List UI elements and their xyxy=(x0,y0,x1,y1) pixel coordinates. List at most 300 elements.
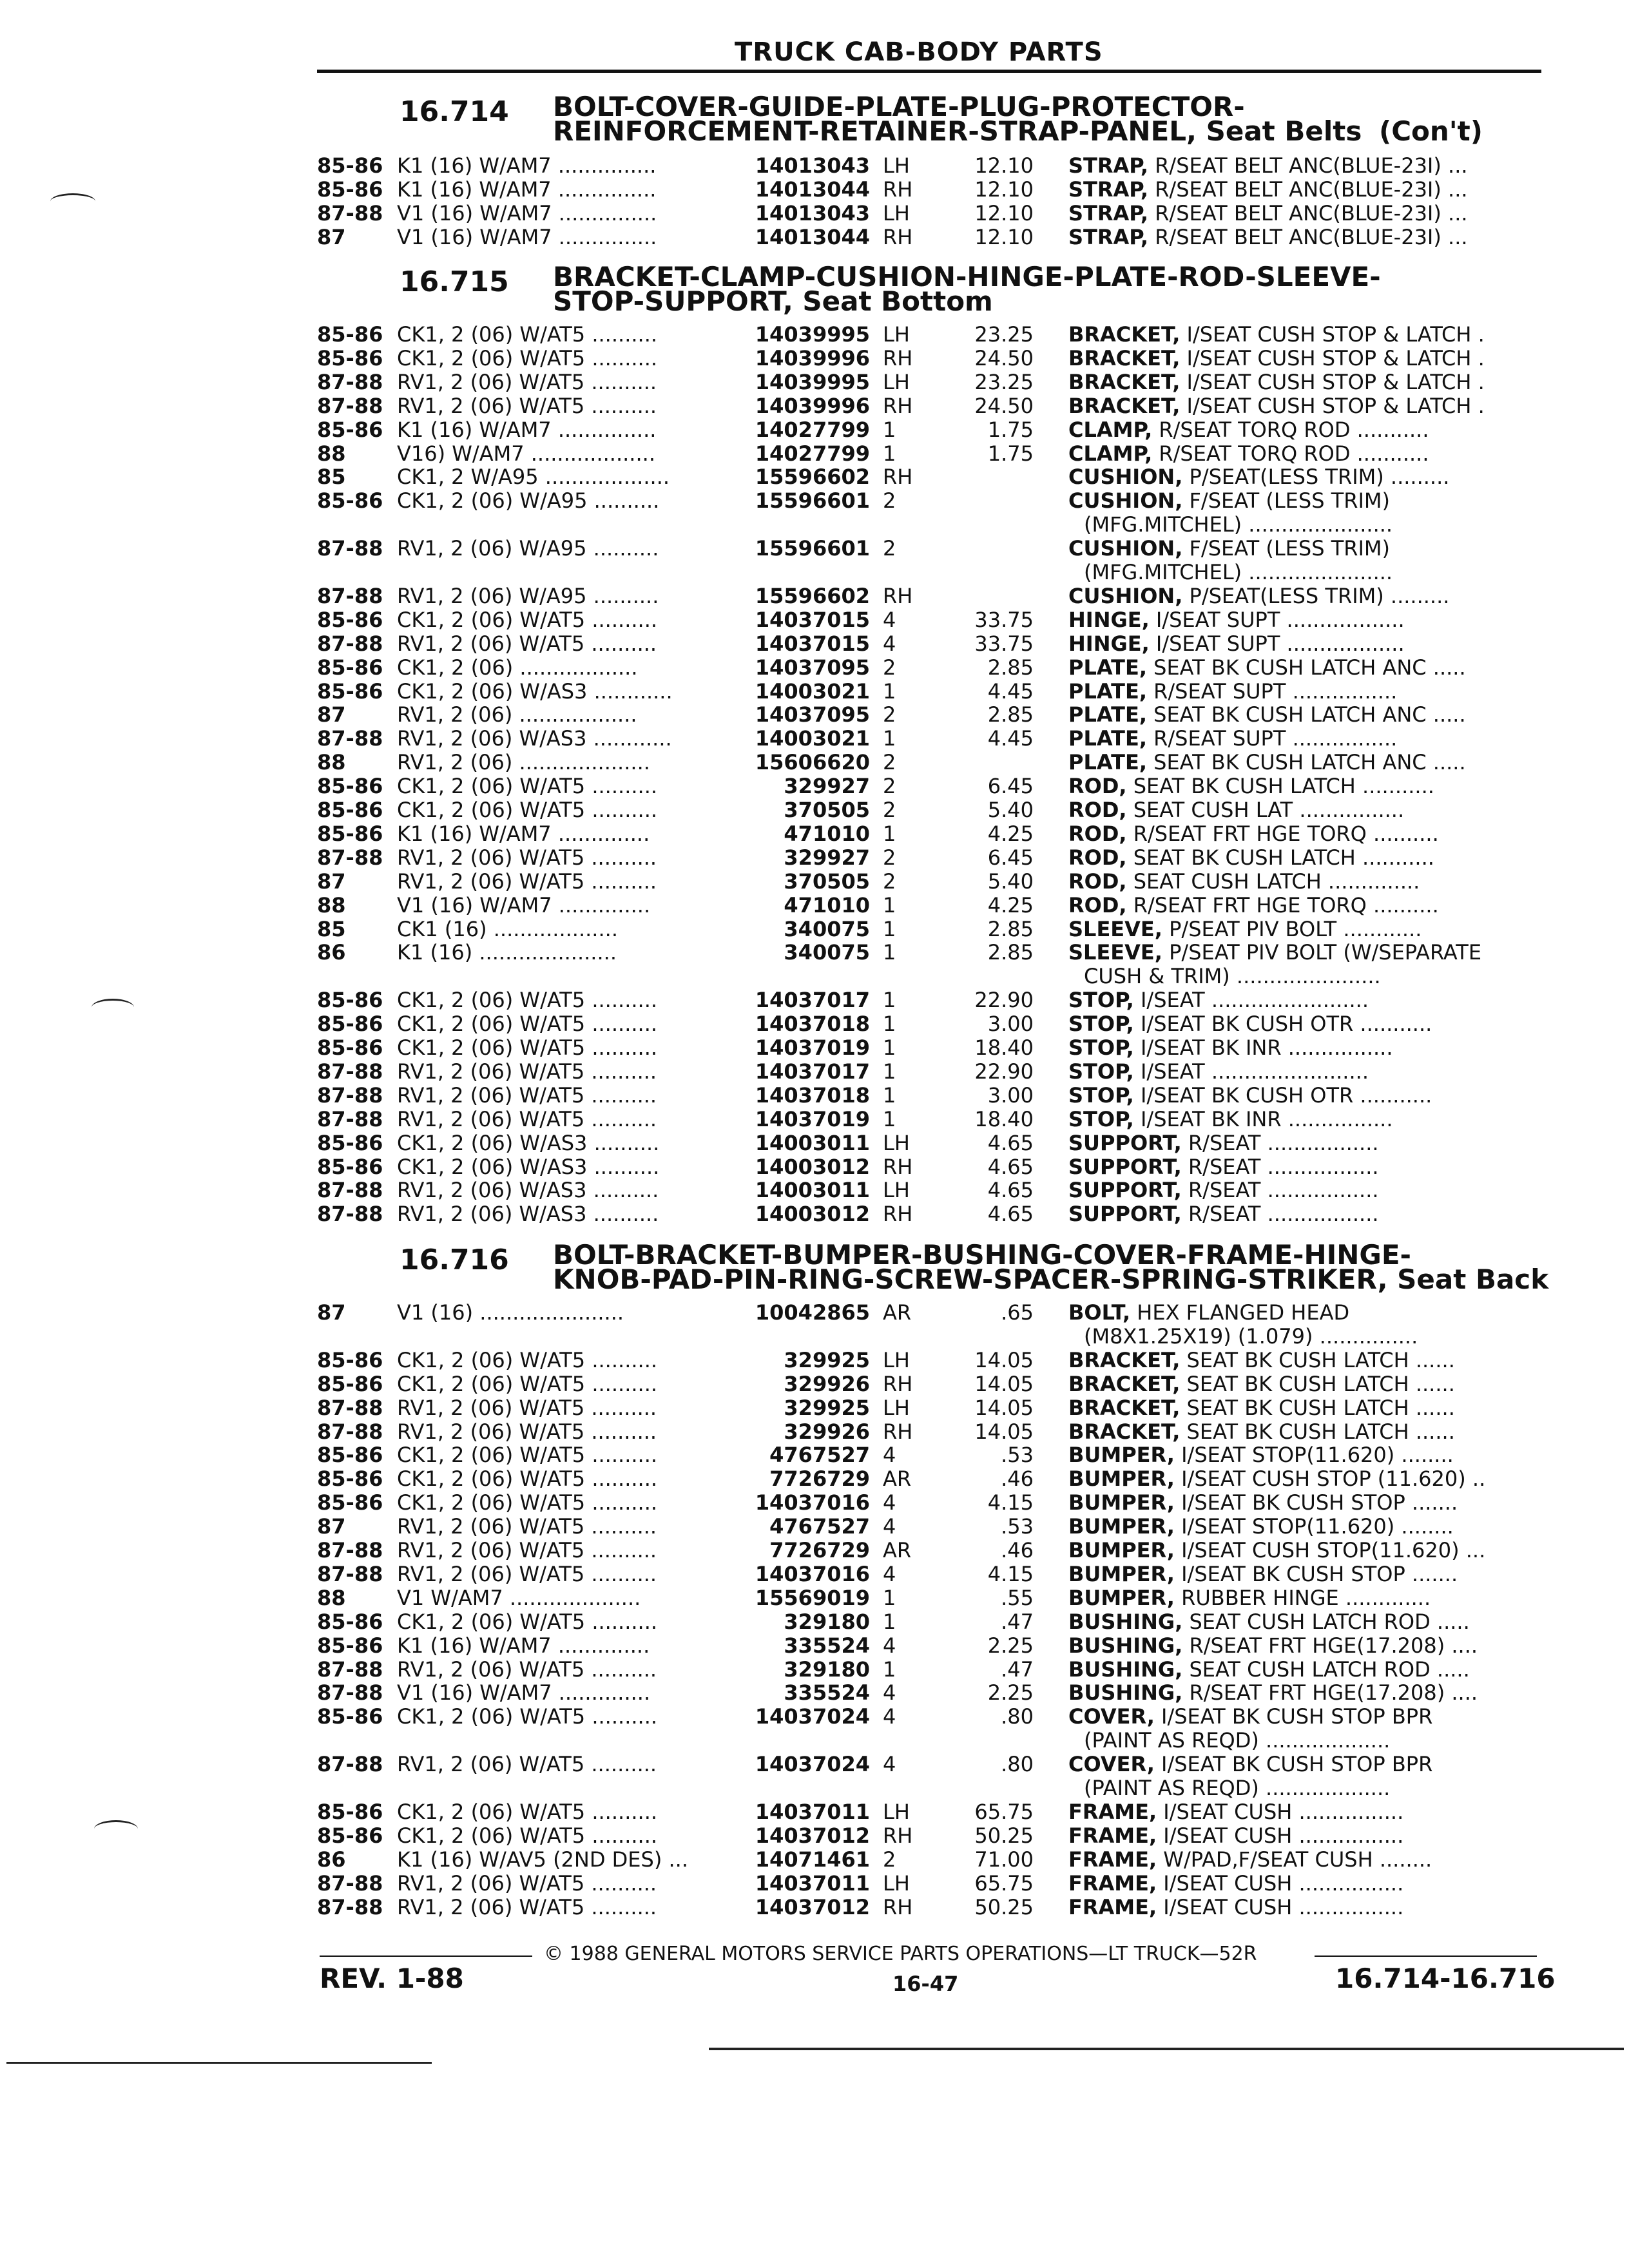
model-application: CK1, 2 (06) W/AT5 .......... xyxy=(397,1490,658,1515)
part-description xyxy=(1084,560,1548,584)
part-description xyxy=(1068,798,1532,822)
model-year: 85-86 xyxy=(317,418,383,442)
model-year: 85-86 xyxy=(317,1823,383,1848)
part-number: 4767527 xyxy=(769,1443,870,1467)
part-number: 4767527 xyxy=(769,1514,870,1539)
section-title-line1: BOLT-BRACKET-BUMPER-BUSHING-COVER-FRAME-HINGE- xyxy=(553,1239,1411,1271)
footer-rule-left xyxy=(320,1956,532,1957)
model-application: RV1, 2 (06) W/AT5 .......... xyxy=(397,1657,657,1682)
part-name: CUSHION, xyxy=(1068,465,1183,489)
part-description xyxy=(1068,940,1532,965)
price: 4.25 xyxy=(987,893,1034,918)
part-name: PLATE, xyxy=(1068,679,1147,704)
model-application: CK1, 2 (06) W/AS3 .......... xyxy=(397,1155,660,1179)
model-application: RV1, 2 (06) W/AT5 .......... xyxy=(397,869,657,894)
part-number: 15596602 xyxy=(755,465,870,489)
quantity: 1 xyxy=(883,1012,896,1036)
model-year: 86 xyxy=(317,1847,346,1872)
part-number: 14037018 xyxy=(755,1012,870,1036)
part-row xyxy=(0,1131,1629,1155)
part-number: 335524 xyxy=(784,1633,870,1658)
part-description xyxy=(1068,1107,1532,1131)
quantity: RH xyxy=(883,225,913,249)
part-name: SUPPORT, xyxy=(1068,1202,1182,1226)
quantity: 2 xyxy=(883,869,896,894)
part-detail: RUBBER HINGE ............. xyxy=(1181,1586,1431,1610)
part-row xyxy=(0,702,1629,727)
model-application: K1 (16) W/AM7 .............. xyxy=(397,1633,650,1658)
model-year: 87-88 xyxy=(317,1680,383,1705)
price: 50.25 xyxy=(974,1823,1034,1848)
price: 2.85 xyxy=(987,917,1034,941)
part-row xyxy=(0,1466,1629,1491)
part-detail: HEX FLANGED HEAD xyxy=(1137,1300,1350,1325)
part-detail: SEAT BK CUSH LATCH ANC ..... xyxy=(1153,750,1466,774)
part-description xyxy=(1068,631,1532,656)
part-number: 14037011 xyxy=(755,1871,870,1896)
quantity: RH xyxy=(883,1419,913,1444)
price: 4.65 xyxy=(987,1131,1034,1155)
part-name: SLEEVE, xyxy=(1068,917,1162,941)
model-year: 85 xyxy=(317,465,346,489)
price: .53 xyxy=(1001,1443,1034,1467)
part-detail: R/SEAT TORQ ROD ........... xyxy=(1159,441,1429,466)
price: .47 xyxy=(1001,1657,1034,1682)
part-detail: SEAT CUSH LAT ................ xyxy=(1133,798,1405,822)
part-number: 14037017 xyxy=(755,1059,870,1084)
part-row xyxy=(0,1324,1629,1349)
part-number: 14037095 xyxy=(755,702,870,727)
part-description xyxy=(1068,1680,1532,1705)
part-row xyxy=(0,153,1629,178)
part-description xyxy=(1068,1419,1532,1444)
price: 33.75 xyxy=(974,631,1034,656)
part-number: 15596601 xyxy=(755,488,870,513)
part-description xyxy=(1068,1178,1532,1202)
part-number: 14037019 xyxy=(755,1035,870,1060)
part-row xyxy=(0,1610,1629,1634)
price: 18.40 xyxy=(974,1035,1034,1060)
part-name: STOP, xyxy=(1068,1012,1134,1036)
part-row xyxy=(0,845,1629,870)
part-name: BRACKET, xyxy=(1068,394,1181,418)
part-name: CLAMP, xyxy=(1068,418,1153,442)
quantity: 2 xyxy=(883,774,896,798)
model-application: CK1, 2 (06) W/AS3 .......... xyxy=(397,1131,660,1155)
part-number: 14037012 xyxy=(755,1823,870,1848)
part-detail: I/SEAT BK CUSH STOP ....... xyxy=(1181,1562,1458,1586)
part-number: 14037017 xyxy=(755,988,870,1012)
model-year: 87-88 xyxy=(317,631,383,656)
model-application: RV1, 2 (06) W/AS3 ............ xyxy=(397,726,672,751)
price: .46 xyxy=(1001,1466,1034,1491)
part-number: 10042865 xyxy=(755,1300,870,1325)
quantity: 1 xyxy=(883,1035,896,1060)
part-detail: I/SEAT BK CUSH OTR ........... xyxy=(1140,1083,1432,1108)
part-description xyxy=(1068,1633,1532,1658)
part-number: 14003021 xyxy=(755,726,870,751)
part-name: STOP, xyxy=(1068,1035,1134,1060)
part-description xyxy=(1068,1443,1532,1467)
part-row xyxy=(0,1847,1629,1872)
model-application: CK1, 2 (06) W/AT5 .......... xyxy=(397,322,658,347)
part-name: BRACKET, xyxy=(1068,346,1181,370)
part-number: 15596601 xyxy=(755,536,870,561)
model-application: RV1, 2 (06) .................... xyxy=(397,750,650,774)
model-year: 87-88 xyxy=(317,394,383,418)
price: 65.75 xyxy=(974,1871,1034,1896)
model-year: 85-86 xyxy=(317,655,383,680)
model-application: CK1, 2 (06) W/AT5 .......... xyxy=(397,1035,658,1060)
part-description xyxy=(1068,1396,1532,1420)
part-number: 14003012 xyxy=(755,1155,870,1179)
part-row xyxy=(0,1035,1629,1060)
part-detail: I/SEAT SUPT .................. xyxy=(1155,608,1405,632)
price: 12.10 xyxy=(974,201,1034,226)
price: 4.65 xyxy=(987,1202,1034,1226)
part-name: BUMPER, xyxy=(1068,1490,1175,1515)
price: 24.50 xyxy=(974,346,1034,370)
model-application: CK1, 2 (06) W/AT5 .......... xyxy=(397,346,658,370)
price: 12.10 xyxy=(974,153,1034,178)
price: 3.00 xyxy=(987,1012,1034,1036)
part-description xyxy=(1068,988,1532,1012)
quantity: 2 xyxy=(883,655,896,680)
quantity: AR xyxy=(883,1300,912,1325)
model-application: CK1, 2 (06) W/AT5 .......... xyxy=(397,608,658,632)
part-number: 14037016 xyxy=(755,1490,870,1515)
model-application: RV1, 2 (06) W/AT5 .......... xyxy=(397,1396,657,1420)
part-description xyxy=(1068,822,1532,846)
part-detail: I/SEAT BK CUSH STOP ....... xyxy=(1181,1490,1458,1515)
model-application: RV1, 2 (06) W/AT5 .......... xyxy=(397,845,657,870)
part-description xyxy=(1068,346,1532,370)
quantity: LH xyxy=(883,1396,910,1420)
part-detail: (MFG.MITCHEL) ...................... xyxy=(1084,512,1393,537)
price: 2.25 xyxy=(987,1633,1034,1658)
part-row xyxy=(0,1657,1629,1682)
part-number: 14071461 xyxy=(755,1847,870,1872)
quantity: 1 xyxy=(883,1610,896,1634)
part-row xyxy=(0,964,1629,988)
part-name: ROD, xyxy=(1068,845,1127,870)
part-name: PLATE, xyxy=(1068,726,1147,751)
part-detail: I/SEAT CUSH STOP & LATCH . xyxy=(1186,322,1485,347)
part-number: 14037024 xyxy=(755,1704,870,1729)
part-row xyxy=(0,822,1629,846)
part-detail: I/SEAT CUSH STOP & LATCH . xyxy=(1186,346,1485,370)
part-row xyxy=(0,1633,1629,1658)
quantity: RH xyxy=(883,1823,913,1848)
part-number: 14037018 xyxy=(755,1083,870,1108)
part-number: 15596602 xyxy=(755,584,870,608)
price: 18.40 xyxy=(974,1107,1034,1131)
part-row xyxy=(0,1202,1629,1226)
price: 12.10 xyxy=(974,225,1034,249)
part-row xyxy=(0,1800,1629,1824)
model-application: CK1, 2 (06) W/AT5 .......... xyxy=(397,1823,658,1848)
part-row xyxy=(0,869,1629,894)
quantity: RH xyxy=(883,394,913,418)
price: 2.25 xyxy=(987,1680,1034,1705)
part-detail: (PAINT AS REQD) ................... xyxy=(1084,1728,1391,1753)
part-number: 14003011 xyxy=(755,1178,870,1202)
quantity: 1 xyxy=(883,441,896,466)
model-application: RV1, 2 (06) .................. xyxy=(397,702,637,727)
quantity: 4 xyxy=(883,1443,896,1467)
section-title-line2: STOP-SUPPORT, Seat Bottom xyxy=(553,285,993,317)
section-number: 16.715 xyxy=(400,265,509,298)
part-description xyxy=(1068,488,1532,513)
model-year: 87-88 xyxy=(317,370,383,394)
part-row xyxy=(0,1538,1629,1562)
model-year: 85-86 xyxy=(317,153,383,178)
part-detail: I/SEAT ........................ xyxy=(1140,1059,1369,1084)
part-row xyxy=(0,893,1629,918)
quantity: LH xyxy=(883,1131,910,1155)
price: .65 xyxy=(1001,1300,1034,1325)
part-row xyxy=(0,370,1629,394)
part-number: 329925 xyxy=(784,1396,870,1420)
part-row xyxy=(0,1396,1629,1420)
model-application: RV1, 2 (06) W/AT5 .......... xyxy=(397,1895,657,1919)
price: 4.45 xyxy=(987,726,1034,751)
part-number: 329180 xyxy=(784,1610,870,1634)
quantity: 1 xyxy=(883,418,896,442)
model-application: V16) W/AM7 ................... xyxy=(397,441,655,466)
model-application: V1 (16) W/AM7 .............. xyxy=(397,893,651,918)
part-number: 370505 xyxy=(784,869,870,894)
part-name: FRAME, xyxy=(1068,1847,1157,1872)
model-application: RV1, 2 (06) W/AS3 .......... xyxy=(397,1202,659,1226)
part-detail: SEAT CUSH LATCH .............. xyxy=(1133,869,1420,894)
model-year: 85-86 xyxy=(317,822,383,846)
section-number: 16.716 xyxy=(400,1244,509,1276)
model-year: 85-86 xyxy=(317,1800,383,1824)
part-row xyxy=(0,750,1629,774)
model-application: CK1, 2 (06) W/AT5 .......... xyxy=(397,988,658,1012)
part-name: SUPPORT, xyxy=(1068,1131,1182,1155)
part-description xyxy=(1068,322,1532,347)
model-application: V1 (16) W/AM7 ............... xyxy=(397,201,657,226)
part-detail: R/SEAT ................. xyxy=(1188,1178,1379,1202)
quantity: AR xyxy=(883,1538,912,1562)
part-detail: I/SEAT CUSH STOP & LATCH . xyxy=(1186,394,1485,418)
quantity: LH xyxy=(883,1800,910,1824)
model-application: RV1, 2 (06) W/AT5 .......... xyxy=(397,631,657,656)
quantity: 4 xyxy=(883,631,896,656)
section-title-line1: BRACKET-CLAMP-CUSHION-HINGE-PLATE-ROD-SLEEVE- xyxy=(553,261,1381,293)
part-row xyxy=(0,512,1629,537)
part-detail: (M8X1.25X19) (1.079) ............... xyxy=(1084,1324,1418,1349)
model-year: 87 xyxy=(317,869,346,894)
part-detail: F/SEAT (LESS TRIM) xyxy=(1189,536,1390,561)
model-application: RV1, 2 (06) W/A95 .......... xyxy=(397,584,659,608)
part-number: 14039996 xyxy=(755,394,870,418)
part-row xyxy=(0,1776,1629,1800)
part-number: 340075 xyxy=(784,940,870,965)
part-row xyxy=(0,1155,1629,1179)
quantity: RH xyxy=(883,1372,913,1396)
quantity: 1 xyxy=(883,988,896,1012)
part-row xyxy=(0,1419,1629,1444)
header-rule xyxy=(317,70,1541,73)
section-range: 16.714-16.716 xyxy=(1335,1963,1556,1994)
footer-rule-right xyxy=(1315,1956,1537,1957)
part-detail: R/SEAT FRT HGE(17.208) .... xyxy=(1189,1680,1478,1705)
part-name: ROD, xyxy=(1068,869,1127,894)
part-row xyxy=(0,988,1629,1012)
part-row xyxy=(0,631,1629,656)
part-row xyxy=(0,798,1629,822)
part-name: STRAP, xyxy=(1068,201,1149,226)
part-number: 14013044 xyxy=(755,177,870,202)
part-description xyxy=(1068,1823,1532,1848)
part-number: 14037011 xyxy=(755,1800,870,1824)
model-year: 85-86 xyxy=(317,1372,383,1396)
part-detail: R/SEAT TORQ ROD ........... xyxy=(1159,418,1429,442)
model-year: 85-86 xyxy=(317,774,383,798)
part-name: FRAME, xyxy=(1068,1871,1157,1896)
part-detail: I/SEAT BK CUSH OTR ........... xyxy=(1140,1012,1432,1036)
part-description xyxy=(1068,1300,1532,1325)
part-description xyxy=(1068,1752,1532,1776)
part-number: 14039995 xyxy=(755,370,870,394)
model-year: 85-86 xyxy=(317,177,383,202)
quantity: 4 xyxy=(883,1490,896,1515)
model-application: RV1, 2 (06) W/AT5 .......... xyxy=(397,1871,657,1896)
part-row xyxy=(0,346,1629,370)
part-detail: R/SEAT BELT ANC(BLUE-23I) ... xyxy=(1155,201,1468,226)
section-number: 16.714 xyxy=(400,95,509,128)
model-application: RV1, 2 (06) W/AT5 .......... xyxy=(397,1752,657,1776)
part-name: CLAMP, xyxy=(1068,441,1153,466)
model-application: CK1, 2 (06) W/AS3 ............ xyxy=(397,679,673,704)
part-description xyxy=(1084,1776,1548,1800)
quantity: 4 xyxy=(883,608,896,632)
part-detail: R/SEAT FRT HGE TORQ .......... xyxy=(1133,822,1439,846)
part-name: SLEEVE, xyxy=(1068,940,1162,965)
price: 4.15 xyxy=(987,1490,1034,1515)
price: 4.65 xyxy=(987,1178,1034,1202)
model-year: 85-86 xyxy=(317,1443,383,1467)
price: 23.25 xyxy=(974,370,1034,394)
part-row xyxy=(0,177,1629,202)
page-header-title: TRUCK CAB-BODY PARTS xyxy=(735,37,1103,67)
part-detail: I/SEAT CUSH STOP(11.620) ... xyxy=(1181,1538,1486,1562)
part-description xyxy=(1068,536,1532,561)
price: 65.75 xyxy=(974,1800,1034,1824)
part-row xyxy=(0,560,1629,584)
quantity: LH xyxy=(883,322,910,347)
part-name: STRAP, xyxy=(1068,153,1149,178)
part-description xyxy=(1068,1083,1532,1108)
part-row xyxy=(0,1372,1629,1396)
model-year: 87 xyxy=(317,225,346,249)
model-year: 87-88 xyxy=(317,1752,383,1776)
model-application: CK1, 2 (06) W/AT5 .......... xyxy=(397,1466,658,1491)
part-detail: R/SEAT ................. xyxy=(1188,1131,1379,1155)
quantity: 2 xyxy=(883,750,896,774)
part-row xyxy=(0,536,1629,561)
model-application: RV1, 2 (06) W/AT5 .......... xyxy=(397,394,657,418)
part-name: BUSHING, xyxy=(1068,1657,1183,1682)
section-title-line2: KNOB-PAD-PIN-RING-SCREW-SPACER-SPRING-STRIKER, Seat Back xyxy=(553,1264,1549,1295)
quantity: RH xyxy=(883,346,913,370)
price: .47 xyxy=(1001,1610,1034,1634)
part-number: 329926 xyxy=(784,1372,870,1396)
part-number: 14037015 xyxy=(755,608,870,632)
model-year: 85-86 xyxy=(317,608,383,632)
part-name: BOLT, xyxy=(1068,1300,1131,1325)
part-number: 329927 xyxy=(784,845,870,870)
part-number: 329927 xyxy=(784,774,870,798)
part-name: BRACKET, xyxy=(1068,1348,1181,1372)
model-year: 87-88 xyxy=(317,1895,383,1919)
part-description xyxy=(1068,1035,1532,1060)
part-detail: I/SEAT BK INR ................ xyxy=(1140,1035,1393,1060)
part-detail: I/SEAT CUSH STOP & LATCH . xyxy=(1186,370,1485,394)
part-name: FRAME, xyxy=(1068,1823,1157,1848)
price: 22.90 xyxy=(974,988,1034,1012)
price: 6.45 xyxy=(987,845,1034,870)
price: 4.25 xyxy=(987,822,1034,846)
part-number: 471010 xyxy=(784,893,870,918)
part-number: 14039996 xyxy=(755,346,870,370)
part-number: 329925 xyxy=(784,1348,870,1372)
part-name: BRACKET, xyxy=(1068,1419,1181,1444)
part-description xyxy=(1068,774,1532,798)
model-year: 85-86 xyxy=(317,798,383,822)
model-application: V1 (16) W/AM7 ............... xyxy=(397,225,657,249)
part-detail: I/SEAT STOP(11.620) ........ xyxy=(1181,1514,1454,1539)
part-number: 14003011 xyxy=(755,1131,870,1155)
part-row xyxy=(0,1178,1629,1202)
model-year: 85 xyxy=(317,917,346,941)
part-row xyxy=(0,1514,1629,1539)
model-year: 85-86 xyxy=(317,1490,383,1515)
model-year: 87 xyxy=(317,1300,346,1325)
model-year: 88 xyxy=(317,893,346,918)
part-detail: R/SEAT FRT HGE(17.208) .... xyxy=(1189,1633,1478,1658)
part-description xyxy=(1068,726,1532,751)
part-detail: SEAT BK CUSH LATCH ........... xyxy=(1133,774,1434,798)
part-detail: SEAT CUSH LATCH ROD ..... xyxy=(1189,1657,1470,1682)
model-application: V1 (16) ...................... xyxy=(397,1300,624,1325)
quantity: LH xyxy=(883,1178,910,1202)
model-application: RV1, 2 (06) W/AS3 .......... xyxy=(397,1178,659,1202)
price: 1.75 xyxy=(987,418,1034,442)
part-name: BUSHING, xyxy=(1068,1633,1183,1658)
part-detail: R/SEAT ................. xyxy=(1188,1202,1379,1226)
model-year: 87-88 xyxy=(317,1083,383,1108)
part-number: 7726729 xyxy=(769,1538,870,1562)
model-application: CK1, 2 (06) W/AT5 .......... xyxy=(397,1012,658,1036)
part-description xyxy=(1068,1800,1532,1824)
part-detail: F/SEAT (LESS TRIM) xyxy=(1189,488,1390,513)
part-detail: R/SEAT FRT HGE TORQ .......... xyxy=(1133,893,1439,918)
part-row xyxy=(0,917,1629,941)
part-number: 14003012 xyxy=(755,1202,870,1226)
model-year: 87-88 xyxy=(317,1657,383,1682)
quantity: 2 xyxy=(883,845,896,870)
quantity: 4 xyxy=(883,1562,896,1586)
model-application: V1 (16) W/AM7 .............. xyxy=(397,1680,651,1705)
part-detail: I/SEAT ........................ xyxy=(1140,988,1369,1012)
quantity: 1 xyxy=(883,726,896,751)
part-detail: P/SEAT(LESS TRIM) ......... xyxy=(1189,465,1450,489)
part-row xyxy=(0,225,1629,249)
